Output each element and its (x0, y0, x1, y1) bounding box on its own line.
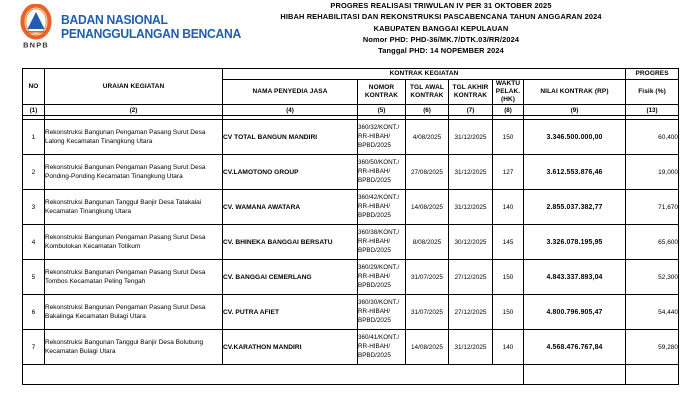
cell-uraian-kegiatan: Rekonstruksi Bangunan Tanggul Banjir Desa Bolubung Kecamatan Bulagi Utara (45, 330, 223, 365)
bnpb-logo (16, 4, 56, 50)
total-row-label-cell (23, 365, 524, 385)
cell-no: 3 (23, 190, 45, 225)
document-header (0, 0, 700, 62)
cell-fisik-persen: 60,400 (626, 120, 679, 155)
report-table-container (22, 68, 678, 385)
cell-no: 7 (23, 330, 45, 365)
cell-nomor-kontrak: 360/38/KONT./ RR-HIBAH/ BPBD/2025 (358, 225, 406, 260)
cell-no: 5 (23, 260, 45, 295)
table-group-header-row (23, 69, 679, 80)
cell-nama-penyedia-jasa: CV. PUTRA AFIET (223, 295, 358, 330)
total-nilai-kontrak (524, 365, 626, 385)
colnum-9: (9) (524, 105, 626, 116)
bnpb-shield-icon (16, 4, 56, 50)
cell-nomor-kontrak: 360/30/KONT./ RR-HIBAH/ BPBD/2025 (358, 295, 406, 330)
svg-text:BNPB: BNPB (23, 40, 49, 50)
cell-tgl-akhir-kontrak: 27/12/2025 (449, 295, 493, 330)
header-tgl-awal-kontrak: TGL AWAL KONTRAK (406, 80, 449, 105)
cell-uraian-kegiatan: Rekonstruksi Bangunan Pengaman Pasang Surut Desa Bakalinga Kecamatan Bulagi Utara (45, 295, 223, 330)
title-line-3: KABUPATEN BANGGAI KEPULAUAN (373, 23, 509, 33)
header-group-progres: PROGRES (626, 69, 679, 80)
cell-nama-penyedia-jasa: CV.LAMOTONO GROUP (223, 155, 358, 190)
cell-tgl-awal-kontrak: 14/08/2025 (406, 190, 449, 225)
header-tgl-akhir-kontrak: TGL AKHIR KONTRAK (449, 80, 493, 105)
header-no: NO (23, 69, 45, 105)
cell-nama-penyedia-jasa: CV. BHINEKA BANGGAI BERSATU (223, 225, 358, 260)
table-row (23, 155, 679, 190)
cell-fisik-persen: 54,440 (626, 295, 679, 330)
header-uraian-kegiatan: URAIAN KEGIATAN (45, 69, 223, 105)
cell-uraian-kegiatan: Rekonstruksi Bangunan Pengaman Pasang Surut Desa Lalong Kecamatan Tinangkung Utara (45, 120, 223, 155)
document-title-block (190, 0, 692, 56)
table-row (23, 120, 679, 155)
table-row (23, 260, 679, 295)
table-row (23, 190, 679, 225)
cell-tgl-awal-kontrak: 8/08/2025 (406, 225, 449, 260)
colnum-8: (8) (493, 105, 524, 116)
header-fisik-persen: Fisik (%) (626, 80, 679, 105)
cell-nilai-kontrak: 3.612.553.876,46 (524, 155, 626, 190)
header-nilai-kontrak: NILAI KONTRAK (RP) (524, 80, 626, 105)
cell-nomor-kontrak: 360/50/KONT./ RR-HIBAH/ BPBD/2025 (358, 155, 406, 190)
table-head (23, 69, 679, 116)
cell-uraian-kegiatan: Rekonstruksi Bangunan Tanggul Banjir Desa Tatakalai Kecamatan Tinangkung Utara (45, 190, 223, 225)
cell-tgl-akhir-kontrak: 27/12/2025 (449, 260, 493, 295)
title-line-2: HIBAH REHABILITASI DAN REKONSTRUKSI PASCABENCANA TAHUN ANGGARAN 2024 (280, 12, 602, 22)
table-row (23, 330, 679, 365)
colnum-6: (6) (406, 105, 449, 116)
total-fisik-persen (626, 365, 679, 385)
cell-fisik-persen: 19,000 (626, 155, 679, 190)
cell-uraian-kegiatan: Rekonstruksi Bangunan Pengaman Pasang Surut Desa Ponding-Ponding Kecamatan Tinangkung Utara (45, 155, 223, 190)
cell-tgl-akhir-kontrak: 31/12/2025 (449, 190, 493, 225)
cell-no: 2 (23, 155, 45, 190)
cell-nilai-kontrak: 3.326.078.195,95 (524, 225, 626, 260)
cell-fisik-persen: 71,670 (626, 190, 679, 225)
cell-waktu-pelaksanaan: 150 (493, 295, 524, 330)
header-nama-penyedia-jasa: NAMA PENYEDIA JASA (223, 80, 358, 105)
cell-tgl-awal-kontrak: 27/08/2025 (406, 155, 449, 190)
table-total-row (23, 365, 679, 385)
table-row (23, 295, 679, 330)
cell-no: 4 (23, 225, 45, 260)
cell-uraian-kegiatan: Rekonstruksi Bangunan Pengaman Pasang Surut Desa Kombutokan Kecamatan Totikum (45, 225, 223, 260)
cell-tgl-awal-kontrak: 4/08/2025 (406, 120, 449, 155)
cell-no: 6 (23, 295, 45, 330)
cell-nomor-kontrak: 360/29/KONT./ RR-HIBAH/ BPBD/2025 (358, 260, 406, 295)
cell-nilai-kontrak: 4.800.796.905,47 (524, 295, 626, 330)
table-row (23, 225, 679, 260)
bnpb-name-line2: PENANGGULANGAN BENCANA (61, 26, 241, 41)
cell-nilai-kontrak: 4.843.337.893,04 (524, 260, 626, 295)
cell-waktu-pelaksanaan: 127 (493, 155, 524, 190)
cell-fisik-persen: 52,300 (626, 260, 679, 295)
table-body (23, 116, 679, 385)
cell-nomor-kontrak: 360/41/KONT./ RR-HIBAH/ BPBD/2025 (358, 330, 406, 365)
colnum-4: (4) (223, 105, 358, 116)
cell-tgl-akhir-kontrak: 30/12/2025 (449, 225, 493, 260)
cell-fisik-persen: 65,600 (626, 225, 679, 260)
progres-realisasi-table (22, 68, 679, 385)
cell-tgl-awal-kontrak: 31/07/2025 (406, 295, 449, 330)
header-group-kontrak-kegiatan: KONTRAK KEGIATAN (223, 69, 626, 80)
cell-waktu-pelaksanaan: 140 (493, 330, 524, 365)
title-line-5: Tanggal PHD: 14 NOPEMBER 2024 (378, 46, 504, 55)
cell-fisik-persen: 59,280 (626, 330, 679, 365)
cell-waktu-pelaksanaan: 150 (493, 260, 524, 295)
colnum-2: (2) (45, 105, 223, 116)
title-line-4: Nomor PHD: PHD-36/MK.7/DTK.03/RR/2024 (362, 34, 520, 44)
cell-nomor-kontrak: 360/42/KONT./ RR-HIBAH/ BPBD/2025 (358, 190, 406, 225)
cell-nama-penyedia-jasa: CV TOTAL BANGUN MANDIRI (223, 120, 358, 155)
bnpb-name-line1: BADAN NASIONAL (61, 12, 168, 28)
cell-waktu-pelaksanaan: 145 (493, 225, 524, 260)
cell-tgl-akhir-kontrak: 31/12/2025 (449, 330, 493, 365)
table-column-number-row (23, 105, 679, 116)
cell-nilai-kontrak: 3.346.500.000,00 (524, 120, 626, 155)
cell-nama-penyedia-jasa: CV. WAMANA AWATARA (223, 190, 358, 225)
cell-tgl-akhir-kontrak: 31/12/2025 (449, 155, 493, 190)
cell-tgl-awal-kontrak: 31/07/2025 (406, 260, 449, 295)
header-waktu-pelaksanaan: WAKTU PELAK. (HK) (493, 80, 524, 105)
cell-waktu-pelaksanaan: 140 (493, 190, 524, 225)
cell-waktu-pelaksanaan: 150 (493, 120, 524, 155)
colnum-1: (1) (23, 105, 45, 116)
cell-tgl-awal-kontrak: 14/08/2025 (406, 330, 449, 365)
cell-nomor-kontrak: 360/32/KONT./ RR-HIBAH/ BPBD/2025 (358, 120, 406, 155)
colnum-13: (13) (626, 105, 679, 116)
title-line-1: PROGRES REALISASI TRIWULAN IV PER 31 OKTOBER 2025 (330, 1, 552, 10)
header-nomor-kontrak: NOMOR KONTRAK (358, 80, 406, 105)
cell-nama-penyedia-jasa: CV.KARATHON MANDIRI (223, 330, 358, 365)
colnum-7: (7) (449, 105, 493, 116)
cell-nilai-kontrak: 2.855.037.382,77 (524, 190, 626, 225)
cell-nilai-kontrak: 4.568.476.767,84 (524, 330, 626, 365)
colnum-5: (5) (358, 105, 406, 116)
cell-nama-penyedia-jasa: CV. BANGGAI CEMERLANG (223, 260, 358, 295)
cell-no: 1 (23, 120, 45, 155)
cell-tgl-akhir-kontrak: 31/12/2025 (449, 120, 493, 155)
cell-uraian-kegiatan: Rekonstruksi Bangunan Pengaman Pasang Surut Desa Tombos Kecamatan Peling Tengah (45, 260, 223, 295)
